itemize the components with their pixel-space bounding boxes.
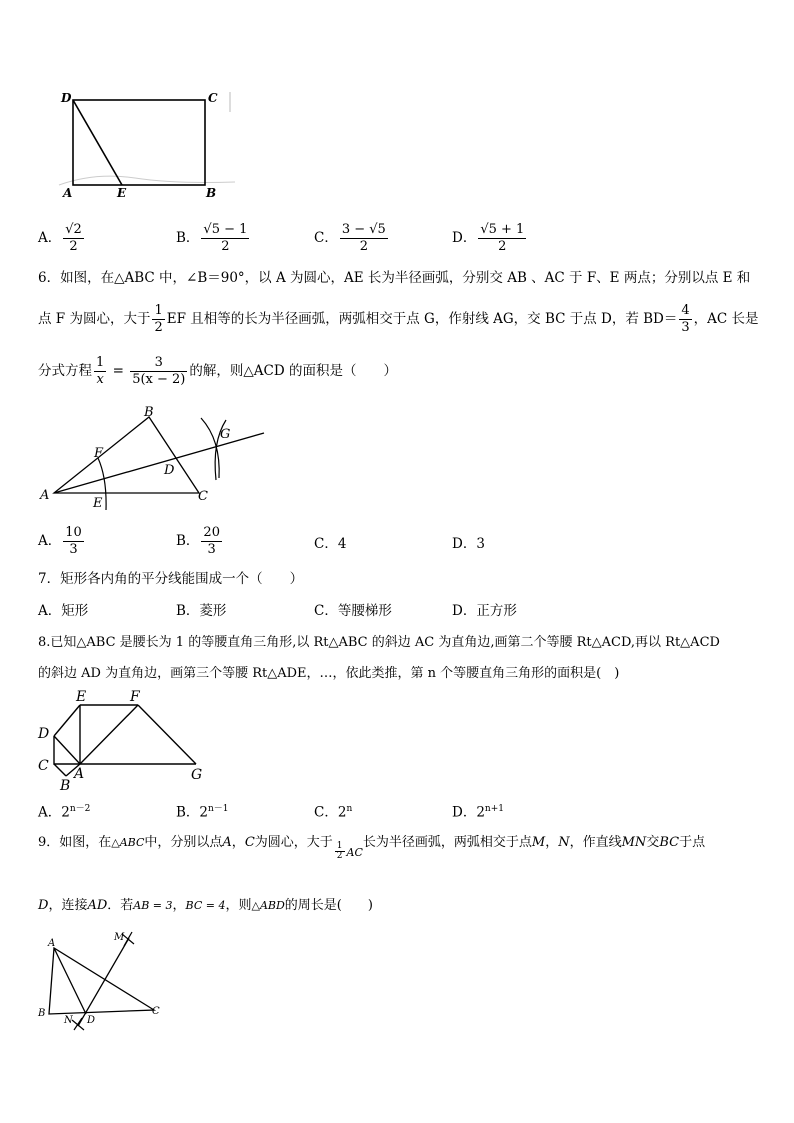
q9-line-2: D，连接AD．若AB = 3，BC = 4，则△ABD的周长是( ): [38, 898, 373, 913]
q8-option-a[interactable]: A．$2^{n-2}$: [38, 804, 91, 821]
q6-line-1: 6．如图，在△ABC 中，∠B＝90°，以 A 为圆心，AE 长为半径画弧，分别交 AB 、AC 于 F、E 两点；分别以点 E 和: [38, 270, 751, 286]
label-g: G: [220, 427, 231, 442]
q6-option-a[interactable]: A． $\frac{10}{3}$: [38, 525, 82, 557]
label-e: E: [117, 186, 127, 200]
q7-option-c[interactable]: C．等腰梯形: [314, 603, 392, 619]
segment-da: [54, 736, 80, 764]
figure-perpendicular-bisector: [34, 926, 174, 1031]
q6-option-b[interactable]: B． $\frac{20}{3}$: [176, 525, 220, 557]
label-a: A: [48, 938, 56, 949]
q6-line-3: 分式方程 $\frac{1}{x}$ = $\frac{3}{5(x - 2)}$ 的解，则△ACD 的面积是（ ）: [38, 355, 397, 387]
q8-option-c[interactable]: C．2$^n$: [314, 804, 353, 821]
q5-option-d[interactable]: D． $\frac{√5 + 1}{2}$: [452, 222, 525, 254]
segment-fg: [138, 705, 196, 764]
segment-cb: [54, 764, 66, 776]
q5-option-c[interactable]: C． $\frac{3 - √5}{2}$: [314, 222, 386, 254]
q6-line-2: 点 F 为圆心，大于 $\frac{1}{2}$ EF 且相等的长为半径画弧，两弧相交于点 G，作射线 AG，交 BC 于点 D，若 BD＝ $\frac{4}{3}$ ，AC 长是: [38, 303, 759, 335]
label-n: N: [64, 1015, 73, 1026]
label-c: C: [152, 1006, 160, 1017]
label-b: B: [60, 778, 71, 794]
label-m: M: [114, 932, 125, 943]
triangle-abc: [54, 417, 199, 493]
label-b: B: [206, 186, 217, 200]
q5-option-b[interactable]: B． $\frac{√5 - 1}{2}$: [176, 222, 248, 254]
label-b: B: [144, 405, 154, 420]
ray-ag: [54, 433, 264, 493]
label-c: C: [208, 91, 218, 105]
triangle-abc: [49, 948, 154, 1014]
label-b: B: [38, 1008, 46, 1019]
figure-isosceles-right-triangles: [36, 686, 216, 796]
q8-line-1: 8.已知△ABC 是腰长为 1 的等腰直角三角形,以 Rt△ABC 的斜边 AC 为直角边,画第二个等腰 Rt△ACD,再以 Rt△ACD: [38, 635, 720, 650]
q8-option-d[interactable]: D．$2^{n+1}$: [452, 804, 504, 821]
figure-triangle-angle-bisector: [36, 400, 276, 520]
label-a: A: [40, 488, 50, 503]
q6-option-d[interactable]: D．3: [452, 536, 485, 552]
segment-af: [80, 705, 138, 764]
label-d: D: [164, 463, 175, 478]
segment-de: [54, 705, 80, 736]
label-f: F: [130, 689, 140, 705]
label-e: E: [76, 689, 87, 705]
label-d: D: [38, 726, 50, 742]
label-g: G: [191, 767, 203, 783]
figure-rectangle-abcd: [55, 82, 245, 202]
scan-smudge: [59, 176, 235, 185]
q7-option-a[interactable]: A．矩形: [38, 603, 89, 619]
label-d: D: [87, 1015, 96, 1026]
label-a: A: [74, 766, 85, 782]
line-mn: [78, 938, 129, 1026]
q7-option-b[interactable]: B．菱形: [176, 603, 227, 619]
q5-option-a[interactable]: A． $\frac{√2}{2}$: [38, 222, 82, 254]
label-a: A: [63, 186, 73, 200]
rectangle: [73, 100, 205, 185]
q6-option-c[interactable]: C．4: [314, 536, 347, 552]
q9-line-1: 9．如图，在△ABC中，分别以点A，C为圆心，大于 $\frac{1}{2}$ $_{AC}$长为半径画弧，两弧相交于点M，N，作直线MN交BC于点: [38, 835, 706, 861]
label-e: E: [93, 496, 103, 511]
label-f: F: [94, 446, 104, 461]
q7-option-d[interactable]: D．正方形: [452, 603, 517, 619]
q8-line-2: 的斜边 AD 为直角边，画第三个等腰 Rt△ADE，…，依此类推，第 n 个等腰直角三角形的面积是( ): [38, 666, 620, 681]
segment-de: [73, 100, 122, 185]
q8-option-b[interactable]: B．$2^{n-1}$: [176, 804, 229, 821]
label-c: C: [38, 758, 49, 774]
q7-stem: 7．矩形各内角的平分线能围成一个（ ）: [38, 571, 304, 587]
label-c: C: [198, 489, 208, 504]
label-d: D: [61, 91, 72, 105]
